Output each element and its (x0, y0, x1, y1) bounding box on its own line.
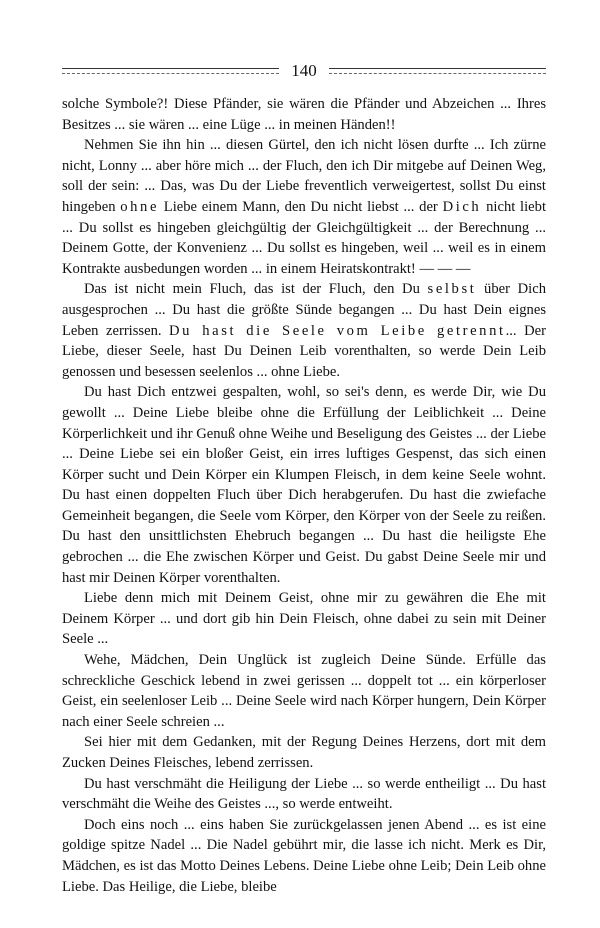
paragraph (62, 732, 546, 773)
text-run: Nehmen Sie ihn hin ... diesen Gürtel, den ich nicht lösen durfte ... Ich zürne nicht, Lonny ... aber höre mich ... der Fluch, den ich Dir mitgebe auf Deinen Weg, soll der sein: ... Das, was Du der Liebe freventlich verweigertest, sollst Du einst hingeben (62, 137, 546, 215)
text-run: Das ist nicht mein Fluch, das ist der Fluch, den Du (84, 281, 428, 298)
book-page (62, 56, 546, 897)
emphasized-text: Dich (442, 198, 482, 215)
paragraph (62, 94, 546, 135)
text-run: nicht liebt ... Du sollst es hingeben gleichgültig der Gleichgültigkeit ... der Berechnung ... Deinem Gotte, der Konvenienz ... Du sollst es hingeben, weil ... weil es in einem Kontrakte ausbedungen worden ... in einem Heiratskontrakt! — — — (62, 198, 546, 277)
paragraph (62, 279, 546, 382)
text-run: ... Der Liebe, dieser Seele, hast Du Deinen Leib vorenthalten, so werde Dein Leib genossen und besessen seelenlos ... ohne Liebe. (62, 322, 546, 380)
paragraph (62, 774, 546, 815)
page-number: 140 (291, 61, 317, 80)
body-text (62, 94, 546, 897)
text-run: solche Symbole?! Diese Pfänder, sie wären die Pfänder und Abzeichen ... Ihres Besitzes ... sie wären ... eine Lüge ... in meinen Händen!! (62, 96, 546, 133)
text-run: Liebe einem Mann, den Du nicht liebst ... der (159, 198, 443, 215)
paragraph (62, 135, 546, 279)
emphasized-text: Du hast die Seele vom Leibe getrennt (169, 322, 506, 339)
text-run: über Dich ausgesprochen ... Du hast die größte Sünde begangen ... Du hast Dein eignes Leben zerrissen. (62, 281, 546, 339)
emphasized-text: ohne (120, 198, 160, 215)
text-run: Doch eins noch ... eins haben Sie zurückgelassen jenen Abend ... es ist eine goldige spitze Nadel ... Die Nadel gebührt mir, die lasse ich nicht. Merk es Dir, Mädchen, es ist das Motto Deines Lebens. Deine Liebe ohne Leib; Dein Leib ohne Liebe. Das Heilige, die Liebe, bleibe (62, 816, 546, 895)
paragraph (62, 650, 546, 732)
page-header (62, 56, 546, 86)
header-rule-right (329, 68, 546, 74)
text-run: Du hast Dich entzwei gespalten, wohl, so sei's denn, es werde Dir, wie Du gewollt ... Deine Liebe bleibe ohne die Erfüllung der Leiblichkeit ... Deine Körperlichkeit und ihr Genuß ohne Weihe und Beseligung des Geistes ... der Liebe ... Deine Liebe sei ein bloßer Geist, ein irres luftiges Gespenst, das sich einen Körper sucht und Dein Körper ein Klumpen Fleisch, in dem keine Seele wohnt. Du hast einen doppelten Fluch über Dich herabgerufen. Du hast die zwiefache Gemeinheit begangen, die Seele vom Körper, den Körper von der Seele zu reißen. Du hast den unsittlichsten Ehebruch begangen ... Du hast die heiligste Ehe gebrochen ... die Ehe zwischen Körper und Geist. Du gabst Deine Seele mir und hast mir Deinen Körper vorenthalten. (62, 384, 546, 586)
paragraph (62, 588, 546, 650)
emphasized-text: selbst (427, 281, 477, 298)
paragraph (62, 382, 546, 588)
text-run: Liebe denn mich mit Deinem Geist, ohne mir zu gewähren die Ehe mit Deinem Körper ... und dort gib hin Dein Fleisch, ohne dabei zu sein mit Deiner Seele ... (62, 590, 546, 648)
text-run: Wehe, Mädchen, Dein Unglück ist zugleich Deine Sünde. Erfülle das schreckliche Geschick lebend in zwei gerissen ... doppelt tot ... ein körperloser Geist, ein seelenloser Leib ... Deine Seele wird nach Körper hungern, Dein Körper nach einer Seele schreien ... (62, 652, 546, 730)
text-run: Du hast verschmäht die Heiligung der Liebe ... so werde entheiligt ... Du hast verschmäht die Weihe des Geistes ..., so werde entweiht. (62, 775, 546, 813)
text-run: Sei hier mit dem Gedanken, mit der Regung Deines Herzens, dort mit dem Zucken Deines Fleisches, lebend zerrissen. (62, 734, 546, 771)
paragraph (62, 815, 546, 897)
header-rule-left (62, 68, 279, 74)
